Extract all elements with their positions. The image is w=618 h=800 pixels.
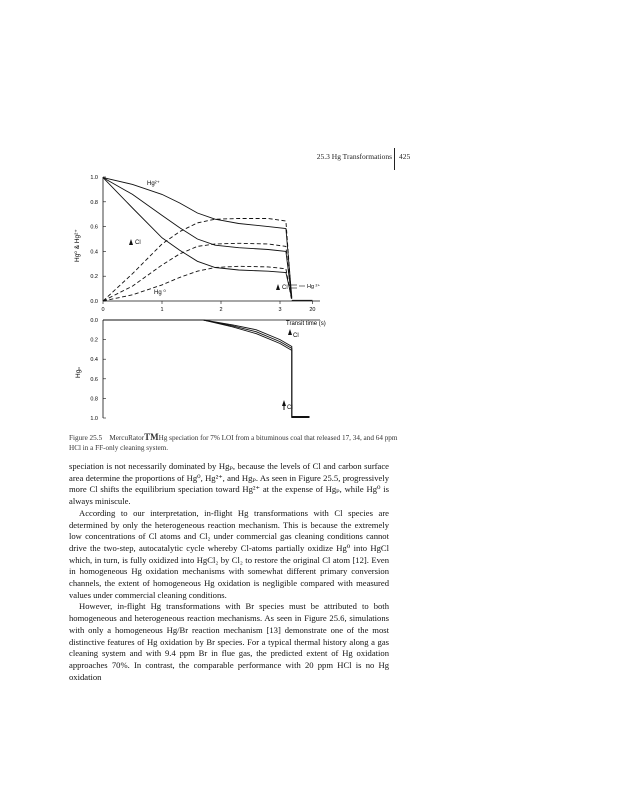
body-text: [69, 461, 389, 683]
caption-trademark: TM: [144, 432, 159, 442]
page-number: 425: [399, 152, 411, 161]
bottom-y-tick-label: 1.0: [90, 416, 98, 422]
annotation-cl-top: Cl: [293, 333, 299, 339]
top-y-axis-label: Hg⁰ & Hg²⁺: [74, 229, 81, 262]
top-series-line-3: [103, 178, 292, 299]
top-y-tick-label: 0.6: [90, 224, 98, 231]
top-y-tick-label: 0.0: [90, 299, 98, 305]
annotation-hg-right: Hg ²⁺: [307, 284, 321, 290]
figure-caption: [69, 432, 399, 453]
bottom-panel: [75, 318, 320, 422]
annotation-cl-left: Cl: [135, 240, 141, 246]
bottom-series-line-1: [103, 320, 310, 418]
top-y-tick-label: 0.4: [90, 249, 98, 256]
top-x-tick-label: 3: [278, 307, 282, 313]
top-series-line-4: [103, 219, 292, 302]
bottom-y-tick-label: 0.6: [90, 376, 98, 383]
annotation-cl-bottom: Cl: [287, 405, 293, 411]
bottom-y-tick-label: 0.0: [90, 318, 98, 324]
bottom-y-tick-label: 0.8: [90, 396, 98, 403]
top-x-tick-label: 0: [101, 307, 105, 313]
caption-text: Hg speciation for 7% LOI from a bituminous coal that released 17, 34, and 64 ppm HCl in a FF-only cleaning system.: [69, 434, 398, 452]
top-y-tick-label: 0.8: [90, 199, 98, 206]
annotation-hg2-top: Hg²⁺: [147, 181, 160, 187]
cl-arrow-top-icon: [288, 329, 292, 335]
header-section-title: 25.3 Hg Transformations: [316, 152, 392, 161]
paragraph-1: speciation is not necessarily dominated by Hgₚ, because the levels of Cl and carbon surface area determine the proportions of Hg⁰, Hg²⁺, and Hgₚ. As seen in Figure 25.5, progressively more Cl shifts the equilibrium speciation toward Hg²⁺ at the expense of Hgₚ, while Hg⁰ is always miniscule.: [69, 461, 389, 507]
paragraph-3: However, in-flight Hg transformations with Br species must be attributed to both homogeneous and heterogeneous reaction mechanisms. As seen in Figure 25.6, simulations with only a homogeneous Hg/Br reaction mechanism [13] demonstrate one of the most distinctive features of Hg oxidation by Br species. For a typical thermal history along a gas cleaning system and with 9.4 ppm Br in flue gas, the predicted extent of Hg oxidation approaches 70%. In contrast, the comparable performance with 20 ppm HCl is no Hg oxidation: [69, 601, 389, 682]
paragraph-2: According to our interpretation, in-flight Hg transformations with Cl species are determined by only the heterogeneous reaction mechanism. This is because the extremely low concentrations of Cl atoms and Cl₂ under commercial gas cleaning conditions cannot drive the two-step, autocatalytic cycle whereby Cl-atoms partially oxidize Hg⁰ into HgCl which, in turn, is fully oxidized into HgCl₂ by Cl₂ to restore the original Cl atom [12]. Even in homogeneous Hg oxidation mechanisms with somewhat different primary conversion channels, the extent of homogeneous Hg oxidation is negligible compared with measured values under commercial cleaning conditions.: [69, 507, 389, 600]
bottom-y-tick-label: 0.4: [90, 357, 98, 364]
top-x-tick-label: 1: [160, 307, 164, 313]
top-y-tick-label: 1.0: [90, 175, 98, 181]
caption-product: MercuRator: [109, 434, 145, 442]
top-x-tick-label: 20: [309, 307, 316, 313]
bottom-series-line-3: [103, 320, 310, 417]
top-series-line-6: [103, 266, 292, 301]
cl-arrow-right-icon: [276, 284, 280, 290]
annotation-hg0-bottom: Hg ⁰: [154, 290, 166, 296]
bottom-series-line-2: [103, 320, 310, 417]
bottom-y-tick-label: 0.2: [90, 337, 98, 344]
top-panel: [74, 175, 326, 327]
top-series-line-2: [103, 178, 292, 299]
caption-label: Figure 25.5: [69, 434, 103, 442]
top-x-tick-label: 2: [219, 307, 223, 313]
bottom-panel-annotations: [75, 329, 299, 411]
top-series-line-5: [103, 243, 292, 301]
cl-arrow-bottom-icon: [282, 400, 286, 406]
top-y-tick-label: 0.2: [90, 274, 98, 281]
bottom-y-axis-label: Hgₚ: [75, 366, 82, 378]
annotation-cl-right: Cl: [282, 285, 288, 291]
top-x-axis-label: Transit time (s): [286, 321, 326, 327]
top-series-line-1: [103, 178, 292, 298]
